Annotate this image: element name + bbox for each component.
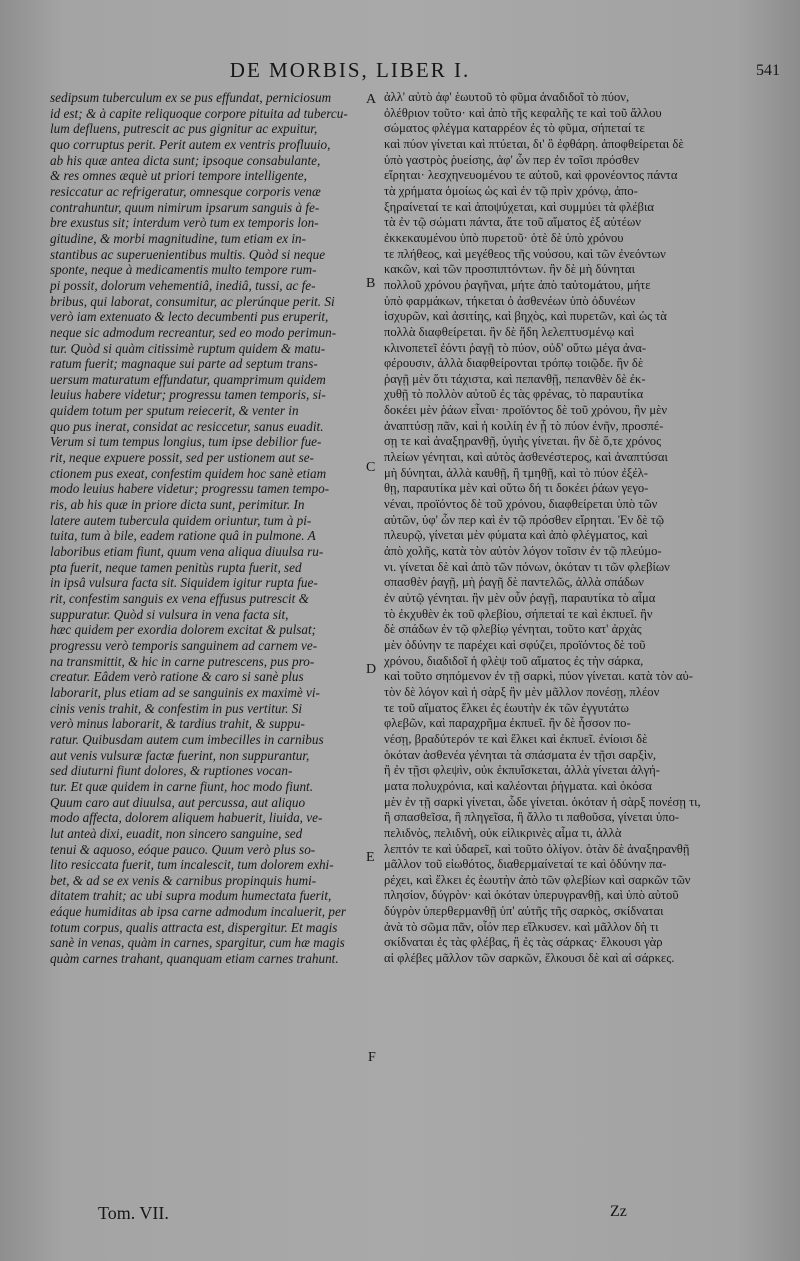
greek-text-line: σῃ τε καὶ ἀναξηρανθῇ, ὑγιὴς γίνεται. ἢν δὲ ὅ,τε χρόνος — [384, 434, 662, 449]
latin-text-line: laborarit, plus etiam ad se sanguinis ex maximè vi- — [50, 684, 320, 700]
latin-text-line: verò iam extenuato & lecto decumbenti pus eruperit, — [50, 309, 329, 325]
greek-text-line: πλείων γένηται, καὶ αὐτὸς ἀσθενέστερος, καὶ ἀναπτύσαι — [384, 450, 668, 465]
greek-text-line: δοκέει μὲν ῥάων εἶναι· προϊόντος δὲ τοῦ χρόνου, ἢν μὲν — [384, 403, 668, 418]
latin-text-line: bre exustus sit; interdum verò tum ex temporis lon- — [50, 215, 319, 231]
greek-text-line: πλησίον, δύγρὸν· καὶ ὁκόταν ὑπερυγρανθῇ, καὶ ὑπὸ αὐτοῦ — [384, 888, 679, 903]
latin-text-line: tur. Quòd si quàm citissimè ruptum quidem & matu- — [50, 340, 326, 356]
greek-text-line: ἀνὰ τὸ σῶμα πᾶν, οἷόν περ εἵλκυσεν. καὶ μᾶλλον δὴ τι — [384, 919, 659, 934]
signature-mark: Zz — [610, 1203, 627, 1220]
greek-text-line: αὐτῶν, ὑφ' ὧν περ καὶ ἐν τῷ πρόσθεν εἴρηται. Ἐν δὲ τῷ — [384, 512, 665, 527]
greek-text-line: ὀλέθριον τοῦτο· καὶ ἀπὸ τῆς κεφαλῆς τε καὶ τοῦ ἄλλου — [384, 105, 662, 120]
latin-text-line: ratum fuerit; magnaque sui parte ad septum trans- — [50, 356, 318, 372]
latin-text-line: sed diuturni fiunt dolores, & ruptiones vocan- — [50, 763, 293, 779]
latin-text-line: na transmittit, & hic in carne putrescens, pus pro- — [50, 653, 315, 669]
greek-text-line: δύγρὸν ὑπερθερμανθῇ ὑπ' αὐτῆς τῆς σαρκὸς, σκίδναται — [384, 904, 664, 919]
latin-text-line: bribus, qui laborat, consumitur, ac plerúnque perit. Si — [50, 293, 335, 309]
volume-label: Tom. VII. — [98, 1203, 169, 1223]
latin-text-line: eáque humiditas ab ipsa carne admodum incaluerit, per — [50, 904, 346, 920]
greek-text-line: κακῶν, καὶ τῶν προσπιπτόντων. ἢν δὲ μὴ δύνηται — [384, 262, 636, 277]
greek-text-line: μὲν ὀδύνην τε παρέχει καὶ σφύζει, προϊόντος δὲ τοῦ — [384, 637, 646, 652]
latin-text-line: bet, & ad se ex venis & carnibus propinquis humi- — [50, 872, 317, 888]
latin-text-line: stantibus ac superuenientibus multis. Quòd si neque — [50, 246, 326, 262]
greek-text-line: ἐν αὐτῷ γένηται. ἢν μὲν οὖν ῥαγῇ, παραυτίκα τὸ αἷμα — [384, 591, 656, 605]
section-marker-b: B — [366, 276, 376, 291]
latin-text-line: sponte, neque à medicamentis multo tempore rum- — [50, 262, 317, 278]
greek-text-line: τὸ ἐκχυθὲν ἐκ τοῦ φλεβίου, σήπεταί τε καὶ ἐκπυεῖ. ἢν — [384, 606, 653, 621]
latin-text-line: hæc quidem per exordia dolorem excitat & pulsat; — [50, 622, 317, 638]
greek-text-line: λεπτόν τε καὶ ὑδαρεῖ, καὶ τοῦτο ὀλίγον. ὁτὰν δὲ ἀναξηρανθῇ — [384, 841, 690, 856]
latin-text-line: cinis venis trahit, & confestim in pus vertitur. Si — [50, 700, 303, 716]
latin-text-line: totum corpus, qualis attracta est, dispergitur. Et magis — [50, 919, 338, 935]
latin-text-line: neque sic admodum recreantur, sed eo modo perimun- — [50, 324, 337, 340]
latin-text-line: quo pus inerat, considat ac resiccetur, sanus euadit. — [50, 418, 324, 434]
greek-text-line: αἱ φλέβες μᾶλλον τῶν σαρκῶν, ἕλκουσι δὲ καὶ αἱ σάρκες. — [384, 951, 675, 966]
section-marker-c: C — [366, 460, 376, 475]
greek-text-line: τε τοῦ αἵματος ἕλκει ἐς ἑωυτὴν ἐκ τῶν ἐγγυτάτω — [384, 700, 629, 715]
latin-text-line: aut venis vulsuræ factæ fuerint, non suppurantur, — [50, 747, 310, 763]
greek-text-line: σπασθὲν ῥαγῇ, μὴ ῥαγῇ δὲ παντελῶς, ἀλλὰ σπάδων — [384, 575, 644, 590]
latin-text-line: sanè in venas, quàm in carnes, spargitur, cum hæ magis — [50, 935, 345, 951]
latin-text-line: contrahuntur, quum nimirum ipsarum sanguis à fe- — [50, 199, 320, 215]
greek-text-line: φλεβῶν, καὶ παραχρῆμα ἐκπυεῖ. ἢν δὲ ἧσσον πο- — [384, 716, 631, 731]
greek-text-line: σκίδναται ἐς τὰς φλέβας, ἢ ἐς τὰς σάρκας· ἕλκουσι γὰρ — [384, 935, 663, 950]
greek-text-line: ὑπὸ γαστρὸς ῥυείσης, ἀφ' ὧν περ ἐν τοῖσι πρόσθεν — [384, 152, 640, 167]
greek-text-line: ὁκόταν ἀσθενέα γένηται τὰ σπάσματα ἐν τῇσι σαρξὶν, — [384, 747, 657, 762]
latin-text-line: lum defluens, putrescit ac pus gignitur ac expuitur, — [50, 121, 318, 137]
greek-text-line: τὸν δὲ λόγον καὶ ἡ σὰρξ ἢν μὲν μᾶλλον πονέσῃ, πλέον — [384, 684, 660, 699]
latin-text-line: ratur. Quibusdam autem cum imbecilles in carnibus — [50, 731, 324, 747]
greek-text-line: τὰ ἐν τῷ σώματι πάντα, ἅτε τοῦ αἵματος ἐξ αὐτέων — [384, 215, 641, 230]
latin-text-line: resiccatur ac refrigeratur, omnesque corporis venæ — [50, 183, 321, 199]
latin-text-line: leuius habere videtur; progressu tamen temporis, si- — [50, 387, 326, 403]
page-number: 541 — [756, 62, 780, 79]
greek-text-line: εἴρηται· λεσχηνευομένου τε αὐτοῦ, καὶ φρονέοντος πάντα — [384, 168, 678, 183]
greek-text-line: ρέχει, καὶ ἕλκει ἐς ἑωυτὴν ἀπὸ τῶν φλεβίων καὶ σαρκῶν τῶν — [384, 872, 691, 887]
latin-text-line: progressu verò temporis sanguinem ad carnem ve- — [50, 637, 318, 653]
greek-text-line: μὴ δύνηται, ἀλλὰ καυθῇ, ἢ τμηθῇ, καὶ τὸ πύον ἐξέλ- — [384, 465, 648, 480]
latin-text-line: suppuratur. Quòd si vulsura in vena facta sit, — [50, 606, 289, 622]
greek-text-line: κλινοπετεῖ ἐόντι ῥαγῇ τὸ πύον, οὐδ' οὕτω μέγα ἀνα- — [384, 340, 647, 355]
greek-text-line: ξηραίνεταί τε καὶ ἀποψύχεται, καὶ συμμύει τὰ φλέβια — [384, 199, 654, 214]
greek-text-line: μὲν ἐν τῇ σαρκὶ γίνεται, ὧδε γίνεται. ὁκόταν ἡ σὰρξ πονέσῃ τι, — [384, 794, 701, 809]
section-marker-f: F — [368, 1050, 376, 1065]
section-marker-d: D — [366, 662, 377, 677]
latin-text-line: verò minus laborarit, & tardius trahit, & suppu- — [50, 716, 305, 732]
latin-text-line: quidem totum per sputum reiecerit, & venter in — [50, 403, 299, 419]
greek-text-line: πολλὰ διαφθείρεται. ἢν δὲ ἤδη λελεπτυσμένῳ καὶ — [384, 324, 635, 339]
latin-column — [50, 90, 362, 967]
latin-text-line: Quum caro aut diuulsa, aut percussa, aut aliquo — [50, 794, 306, 810]
greek-text-line: ἰσχυρῶν, καὶ ἀσιτίης, καὶ βηχὸς, καὶ πυρετῶν, καὶ ὡς τὰ — [384, 309, 667, 324]
greek-text-line: θῃ, παραυτίκα μὲν καὶ οὕτω δή τι δοκέει ῥάων γεγο- — [384, 481, 649, 496]
running-title: DE MORBIS, LIBER I. — [229, 58, 471, 82]
latin-text-line: laboribus etiam fiunt, quum vena aliqua diuulsa ru- — [50, 544, 324, 560]
greek-text-line: τὰ χρήματα ὁμοίως ὡς καὶ ἐν τῷ πρὶν χρόνῳ, ἀπο- — [384, 183, 638, 198]
greek-text-line: χρόνου, διαδιδοῖ ἡ φλὲψ τοῦ αἵματος ἐς τὴν σάρκα, — [384, 653, 644, 668]
latin-text-line: pta fuerit, neque tamen penitùs rupta fuerit, sed — [50, 559, 302, 575]
greek-text-line: ἐκκεκαυμένου ὑπὸ πυρετοῦ· ὁτὲ δὲ ὑπὸ χρόνου — [384, 230, 624, 245]
latin-text-line: lut anteà dixi, euadit, non sincero sanguine, sed — [50, 825, 303, 841]
latin-text-line: tuita, tum à bile, eadem ratione quâ in pulmone. A — [50, 528, 316, 544]
greek-text-line: σώματος φλέγμα καταρρέον ἐς τὸ φῦμα, σήπεταί τε — [384, 121, 645, 136]
greek-text-line: ἀπὸ χολῆς, κατὰ τὸν αὐτὸν λόγον τοῖσιν ἐν τῷ πλεύμο- — [384, 544, 662, 559]
latin-text-line: gitudine, & morbi magnitudine, tum etiam ex in- — [50, 230, 307, 246]
latin-text-line: creatur. Eâdem verò ratione & caro si sanè plus — [50, 669, 304, 685]
greek-text-line: ματα πολυχρόνια, καὶ καλέονται ῥήγματα. καὶ ὁκόσα — [384, 778, 653, 793]
greek-text-line: ἀναπτύσῃ πᾶν, καὶ ἡ κοιλίη ἐν ᾗ τὸ πύον ἐνῆν, προσπέ- — [384, 418, 664, 433]
greek-text-line: νι. γίνεται δὲ καὶ ἀπὸ τῶν πόνων, ὁκόταν τι τῶν φλεβίων — [384, 559, 670, 574]
latin-text-line: Verum si tum tempus longius, tum ipse debilior fue- — [50, 434, 322, 450]
latin-text-line: ctionem pus exeat, confestim quidem hoc sanè etiam — [50, 465, 327, 481]
latin-text-line: in ipsâ vulsura facta sit. Siquidem igitur rupta fue- — [50, 575, 318, 591]
greek-text-line: νέναι, προϊόντος δὲ τοῦ χρόνου, διαφθείρεται ὑπὸ τῶν — [384, 497, 658, 512]
greek-text-line: καὶ τοῦτο σηπόμενον ἐν τῇ σαρκὶ, πύον γίνεται. κατὰ τὸν αὐ- — [384, 669, 693, 684]
greek-text-line: τε πλήθεος, καὶ μεγέθεος τῆς νούσου, καὶ τῶν ἐνεόντων — [384, 246, 666, 261]
greek-text-line: ἀλλ' αὐτὸ ἀφ' ἑωυτοῦ τὸ φῦμα ἀναδιδοῖ τὸ πύον, — [384, 90, 630, 104]
greek-text-line: χυθῇ τὸ πολλὸν αὐτοῦ ἐς τὰς φρένας, τὸ παραυτίκα — [384, 387, 644, 402]
greek-text-line: ἢ ἐν τῇσι φλεψὶν, οὐκ ἐκπυΐσκεται, ἀλλὰ γίνεται ἀλγή- — [384, 763, 660, 778]
greek-text-line: πλευρῷ, γίνεται μὲν φύματα καὶ ἀπὸ φλέγματος, καὶ — [384, 528, 648, 543]
latin-text-line: lito resiccata fuerit, tum incalescit, tum dolorem exhi- — [50, 857, 334, 873]
latin-text-line: rit, confestim sanguis ex vena effusus putrescit & — [50, 591, 309, 606]
latin-text-line: ris, ab his quæ in priore dicta sunt, perimitur. In — [50, 497, 305, 513]
latin-text-line: uersum maturatum effundatur, quamprimum quidem — [50, 371, 326, 387]
greek-text-line: ῥαγῇ μὲν ὅτι τάχιστα, καὶ πεπανθῇ, πεπανθὲν δὲ ἐκ- — [384, 371, 646, 386]
greek-text-line: φέρουσιν, ἀλλὰ διαφθείρονται τρόπῳ τοιῷδε. ἢν δὲ — [384, 356, 644, 371]
latin-text-line: tur. Et quæ quidem in carne fiunt, hoc modo fiunt. — [50, 778, 314, 794]
greek-column — [384, 90, 770, 967]
latin-text-line: ditatem trahit; ac ubi supra modum humectata fuerit, — [50, 888, 332, 904]
greek-text-line: πελιδνὸς, πελιδνὴ, οὐκ εἰλικρινὲς αἷμα τι, ἀλλὰ — [384, 825, 622, 840]
greek-text-line: καὶ πύον γίνεται καὶ πτύεται, δι' ὃ ἐφθάρη. ἀποφθείρεται δὲ — [384, 136, 684, 151]
latin-text-line: ab his quæ antea dicta sunt; ipsoque consabulante, — [50, 152, 321, 168]
greek-text-line: ἢ σπασθεῖσα, ἢ πληγεῖσα, ἢ ἄλλο τι παθοῦσα, γίνεται ὑπο- — [384, 810, 680, 825]
section-marker-a: A — [366, 92, 377, 107]
latin-text-line: modo affecta, dolorem aliquem habuerit, liuida, ve- — [50, 810, 323, 826]
greek-text-line: πολλοῦ χρόνου ῥαγῆναι, μήτε ἀπὸ ταὐτομάτου, μήτε — [384, 277, 651, 292]
greek-text-line: μᾶλλον τοῦ εἰωθότος, διαθερμαίνεταί τε καὶ ὀδύνην πα- — [384, 857, 667, 872]
latin-text-line: pi possit, dolorum vehementiâ, inediâ, tussi, ac fe- — [50, 277, 316, 293]
greek-text-line: ὑπὸ φαρμάκων, τήκεται ὁ ἀσθενέων ὑπὸ ὀδυνέων — [384, 293, 636, 308]
latin-text-line: modo leuius habere videtur; progressu tamen tempo- — [50, 481, 330, 497]
latin-text-line: id est; & à capite reliquoque corpore pituita ad tubercu- — [50, 105, 348, 121]
latin-text-line: rit, neque expuere possit, sed per ustionem aut se- — [50, 450, 314, 466]
latin-text-line: quàm carnes trahant, quanquam etiam carnes trahunt. — [50, 951, 339, 967]
section-marker-e: E — [366, 850, 375, 865]
greek-text-line: νέσῃ, βραδύτερόν τε καὶ ἕλκει καὶ ἐκπυεῖ. ἐνίοισι δὲ — [384, 731, 648, 746]
latin-text-line: tenui & aquoso, eóque pauco. Quum verò plus so- — [50, 841, 316, 857]
latin-text-line: & res omnes æquè ut priori tempore intelligente, — [50, 168, 307, 184]
latin-text-line: quo corruptus perit. Perit autem ex ventris profluuio, — [50, 136, 331, 152]
latin-text-line: latere autem tubercula quidem oriuntur, tum à pi- — [50, 512, 312, 528]
latin-text-line: sedipsum tuberculum ex se pus effundat, perniciosum — [50, 90, 332, 105]
greek-text-line: δὲ σπάδων ἐν τῷ φλεβίῳ γένηται, τοῦτο κατ' ἀρχὰς — [384, 622, 642, 637]
